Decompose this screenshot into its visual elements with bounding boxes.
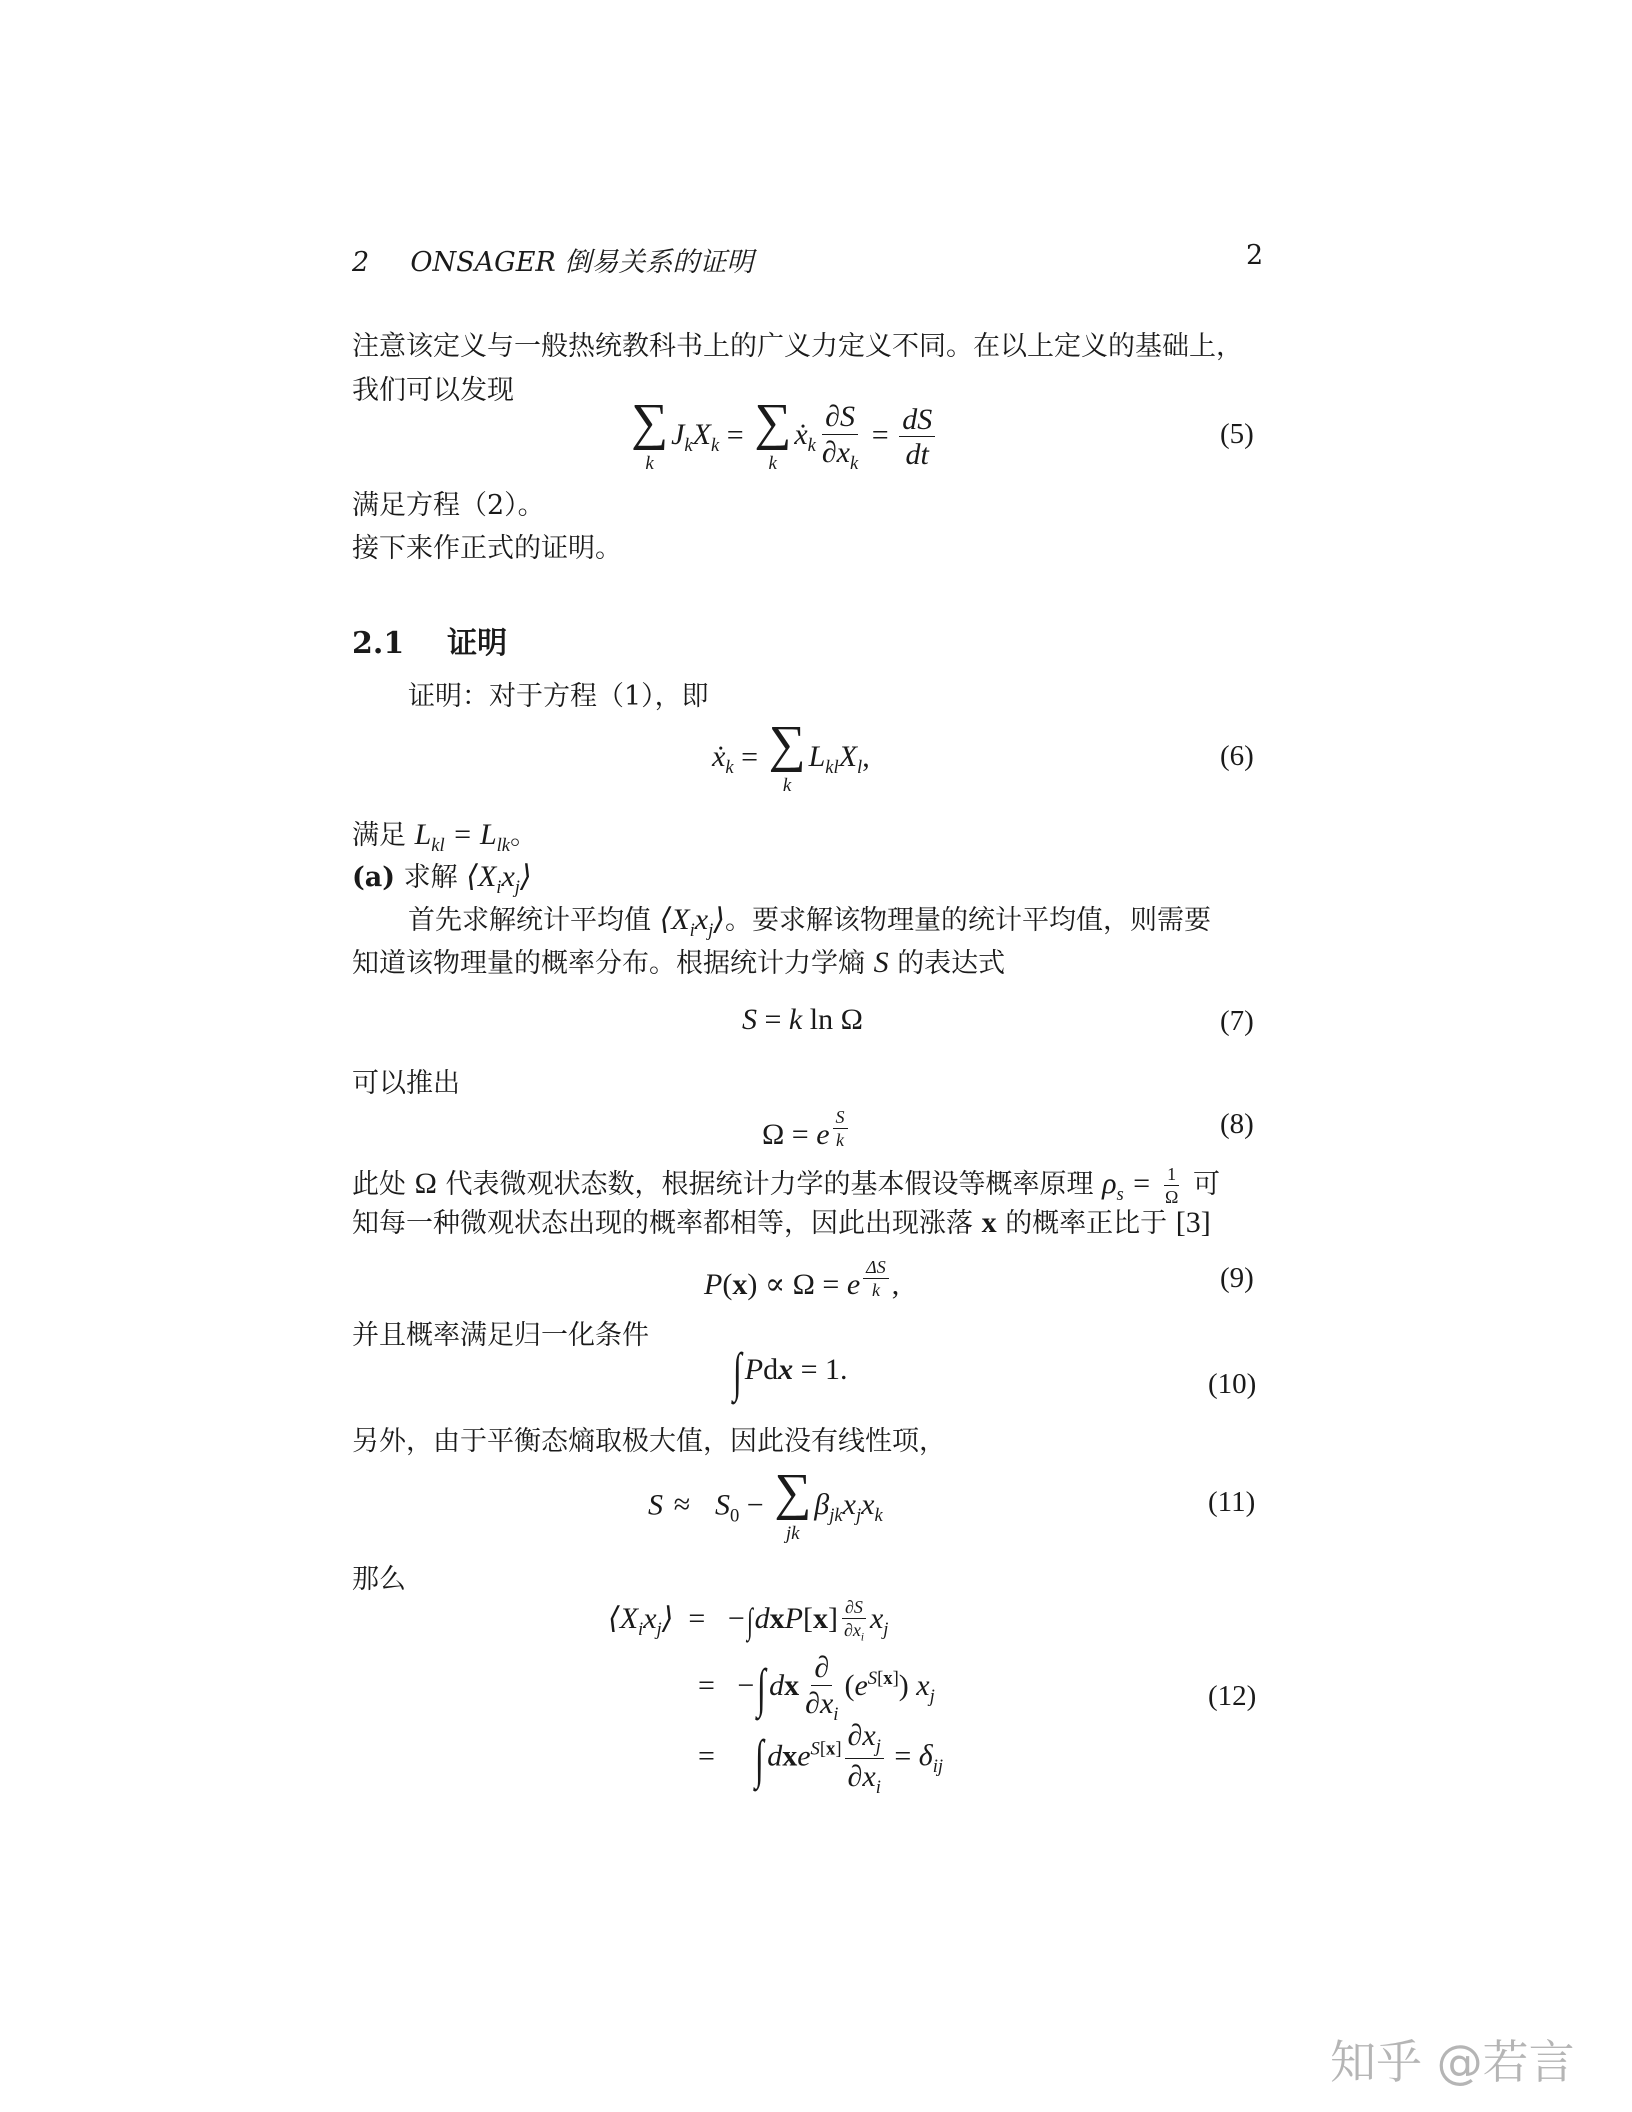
paragraph-line: 我们可以发现 [352, 375, 514, 406]
paragraph: 接下来作正式的证明。 [352, 533, 622, 564]
math-inline: S [873, 946, 889, 979]
subsection-title: 证明 [447, 626, 508, 661]
header-section-number: 2 [352, 247, 370, 278]
text: 知道该物理量的概率分布。根据统计力学熵 [352, 948, 865, 979]
running-header [352, 240, 753, 279]
math-inline: $\rho_s$ = $\frac{1}{\Omega}$ [1102, 1164, 1179, 1207]
equation-12-line-3: = ∫dxe$^{S[x]}$ $\frac{\partial x_j}{\partial x_i}$ = $\delta_{ij}$ [698, 1719, 944, 1798]
equation-number: (7) [1220, 1005, 1254, 1037]
text: 知每一种微观状态出现的概率都相等，因此出现涨落 [352, 1208, 973, 1239]
equation-11: $S \approx S_0$ − ∑ jk $\beta_{jk}x_jx_k$ [648, 1464, 883, 1544]
paragraph: 并且概率满足归一化条件 [352, 1320, 649, 1351]
math-inline: x [981, 1206, 997, 1239]
paragraph-line [408, 905, 1211, 941]
page-number: 2 [1246, 240, 1264, 271]
math-inline: $⟨X_ix_j⟩$ [659, 903, 726, 941]
subsection-number: 2.1 [352, 626, 405, 661]
math-inline: $⟨X_ix_j⟩$ [466, 860, 532, 898]
equation-number: (12) [1208, 1680, 1257, 1712]
paragraph-line [352, 1208, 1211, 1238]
equation-number: (11) [1208, 1486, 1256, 1518]
text: 满足 [352, 820, 406, 851]
equation-number: (10) [1208, 1368, 1257, 1400]
paragraph: 满足方程（2）。 [352, 490, 545, 521]
text: 的概率正比于 [1005, 1208, 1168, 1239]
math-inline: Ω [414, 1166, 437, 1200]
part-a-heading [352, 862, 532, 898]
equation-7: S = k ln Ω [742, 1003, 863, 1036]
text: 可 [1192, 1168, 1220, 1200]
text: 首先求解统计平均值 [408, 905, 651, 936]
equation-number: (8) [1220, 1108, 1254, 1140]
paragraph: 那么 [352, 1564, 406, 1595]
equation-10: ∫Pdx = 1. [732, 1342, 848, 1402]
equation-number: (9) [1220, 1262, 1254, 1294]
text: 此处 [352, 1168, 406, 1200]
paragraph: 另外，由于平衡态熵取极大值，因此没有线性项， [352, 1426, 946, 1457]
watermark: 知乎 @若言 [1330, 2035, 1575, 2089]
text: 。要求解该物理量的统计平均值，则需要 [725, 905, 1212, 936]
equation-12-line-1: $⟨X_ix_j⟩ = -\int dxP[x]$ $\frac{\partial S}{\partial x_i}$ $x_j$ [608, 1597, 889, 1644]
header-section-title: ONSAGER 倒易关系的证明 [410, 247, 754, 278]
paragraph: 证明：对于方程（1），即 [408, 681, 709, 712]
text: 。 [510, 820, 538, 851]
text: 代表微观状态数，根据统计力学的基本假设等概率原理 [445, 1168, 1094, 1200]
text: 求解 [403, 862, 458, 893]
paragraph: 可以推出 [352, 1068, 460, 1099]
paragraph-line [352, 948, 1005, 978]
part-label: (a) [352, 862, 396, 893]
equation-6: ẋ$_k$ = ∑ k $L_{kl}X_l$, [712, 716, 870, 796]
equation-12-line-2: = −∫dx $\frac{\partial}{\partial x_i}$ $(e^{S[x]})$ $x_j$ [698, 1651, 935, 1725]
symmetry-relation: $L_{kl} = L_{lk}$ [414, 818, 511, 856]
equation-5: ∑ k $J_kX_k$ = ∑ k ẋ$_k$ $\frac{\partial S}{\partial x_k}$ = $\frac{dS}{dt}$ [628, 400, 938, 475]
citation-link[interactable]: [3] [1175, 1206, 1211, 1239]
subsection-heading [352, 618, 507, 662]
paragraph-line: 注意该定义与一般热统教科书上的广义力定义不同。在以上定义的基础上， [352, 331, 1243, 362]
text: 的表达式 [897, 948, 1006, 979]
paragraph-line [352, 1165, 1220, 1207]
paragraph [352, 820, 537, 856]
equation-number: (6) [1220, 740, 1254, 772]
equation-8: Ω = e $^{\frac{S}{k}}$ [762, 1108, 851, 1152]
equation-9: P(x) ∝ Ω = e $^{\frac{\Delta S}{k}}$ , [704, 1257, 900, 1302]
equation-number: (5) [1220, 418, 1254, 450]
